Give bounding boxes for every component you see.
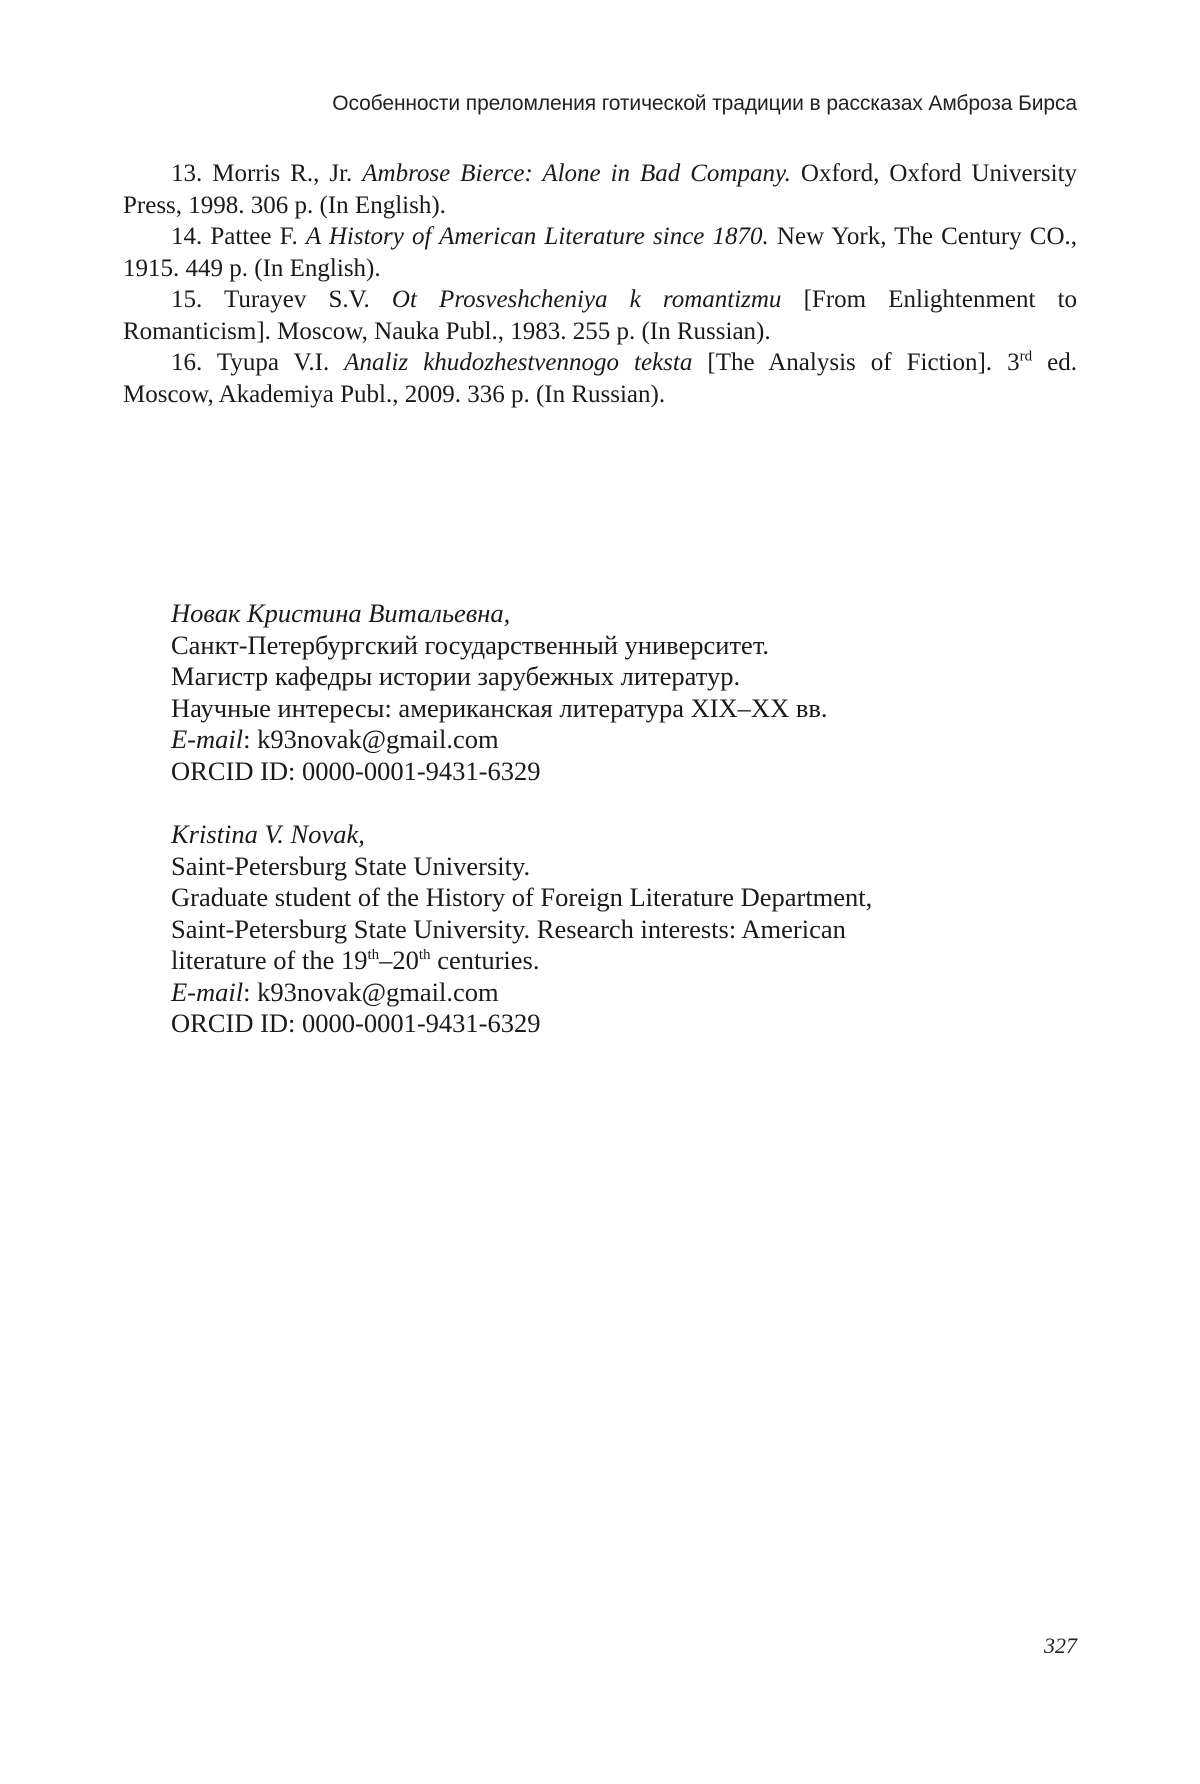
author-name: Новак Кристина Витальевна, xyxy=(171,598,511,628)
reference-item-15 xyxy=(123,284,1077,347)
author-email xyxy=(171,724,1077,756)
reference-details: Oxford, Oxford University Press, 1998. 306 p. (In English). xyxy=(123,160,1078,219)
page-number: 327 xyxy=(1044,1633,1077,1658)
author-name: Kristina V. Novak, xyxy=(171,819,365,849)
email-value[interactable]: : k93novak@gmail.com xyxy=(243,724,499,754)
author-position: Магистр кафедры истории зарубежных литератур. xyxy=(171,661,741,691)
reference-author: Morris R., Jr. xyxy=(212,160,353,187)
email-label: E-mail xyxy=(171,724,244,754)
author-orcid: ORCID ID: 0000-0001-9431-6329 xyxy=(171,1008,541,1038)
reference-author: Tyupa V.I. xyxy=(216,349,330,376)
author-info-english xyxy=(171,819,1077,1040)
interests-text: centuries. xyxy=(430,945,540,975)
reference-details: New York, The Century CO., 1915. 449 p. (In English). xyxy=(123,223,1078,282)
ordinal-suffix: th xyxy=(418,947,431,964)
interests-text: literature of the 19 xyxy=(171,945,368,975)
reference-title: Ot Prosveshcheniya k romantizmu xyxy=(391,286,782,313)
author-position-line-1: Graduate student of the History of Foreign Literature Department, xyxy=(171,882,873,912)
author-interests: Научные интересы: американская литература XIX–XX вв. xyxy=(171,692,828,723)
reference-title: Analiz khudozhestvennogo teksta xyxy=(344,349,693,376)
author-affiliation: Санкт-Петербургский государственный университет. xyxy=(171,629,770,660)
author-orcid: ORCID ID: 0000-0001-9431-6329 xyxy=(171,755,541,786)
running-header: Особенности преломления готической традиции в рассказах Амброза Бирса xyxy=(332,92,1077,115)
reference-author: Pattee F. xyxy=(210,223,298,250)
reference-title: A History of American Literature since 1870. xyxy=(305,223,769,250)
author-position-line-2: Saint-Petersburg State University. Research interests: American xyxy=(171,913,846,944)
author-interests xyxy=(171,945,1077,977)
reference-item-16 xyxy=(123,347,1077,410)
reference-number: 14. xyxy=(171,223,203,250)
ordinal-suffix: rd xyxy=(1019,348,1033,365)
reference-list xyxy=(123,158,1077,410)
reference-number: 13. xyxy=(171,160,203,187)
author-affiliation: Saint-Petersburg State University. xyxy=(171,850,531,881)
author-email xyxy=(171,977,1077,1009)
interests-text: –20 xyxy=(379,945,419,975)
reference-number: 15. xyxy=(171,286,203,313)
reference-item-13 xyxy=(123,158,1077,221)
email-label: E-mail xyxy=(171,976,244,1007)
reference-author: Turayev S.V. xyxy=(223,286,370,313)
reference-details: [The Analysis of Fiction]. 3 xyxy=(707,349,1020,376)
reference-details: [From Enlightenment to Romanticism]. Moscow, Nauka Publ., 1983. 255 p. (In Russian). xyxy=(123,286,1078,345)
reference-details-cont: ed. Moscow, Akademiya Publ., 2009. 336 p. (In Russian). xyxy=(123,349,1077,408)
email-value[interactable]: : k93novak@gmail.com xyxy=(243,976,499,1007)
author-info-russian xyxy=(171,598,1077,787)
reference-item-14 xyxy=(123,221,1077,284)
reference-title: Ambrose Bierce: Alone in Bad Company. xyxy=(362,160,791,187)
reference-number: 16. xyxy=(171,349,203,376)
ordinal-suffix: th xyxy=(367,947,380,964)
